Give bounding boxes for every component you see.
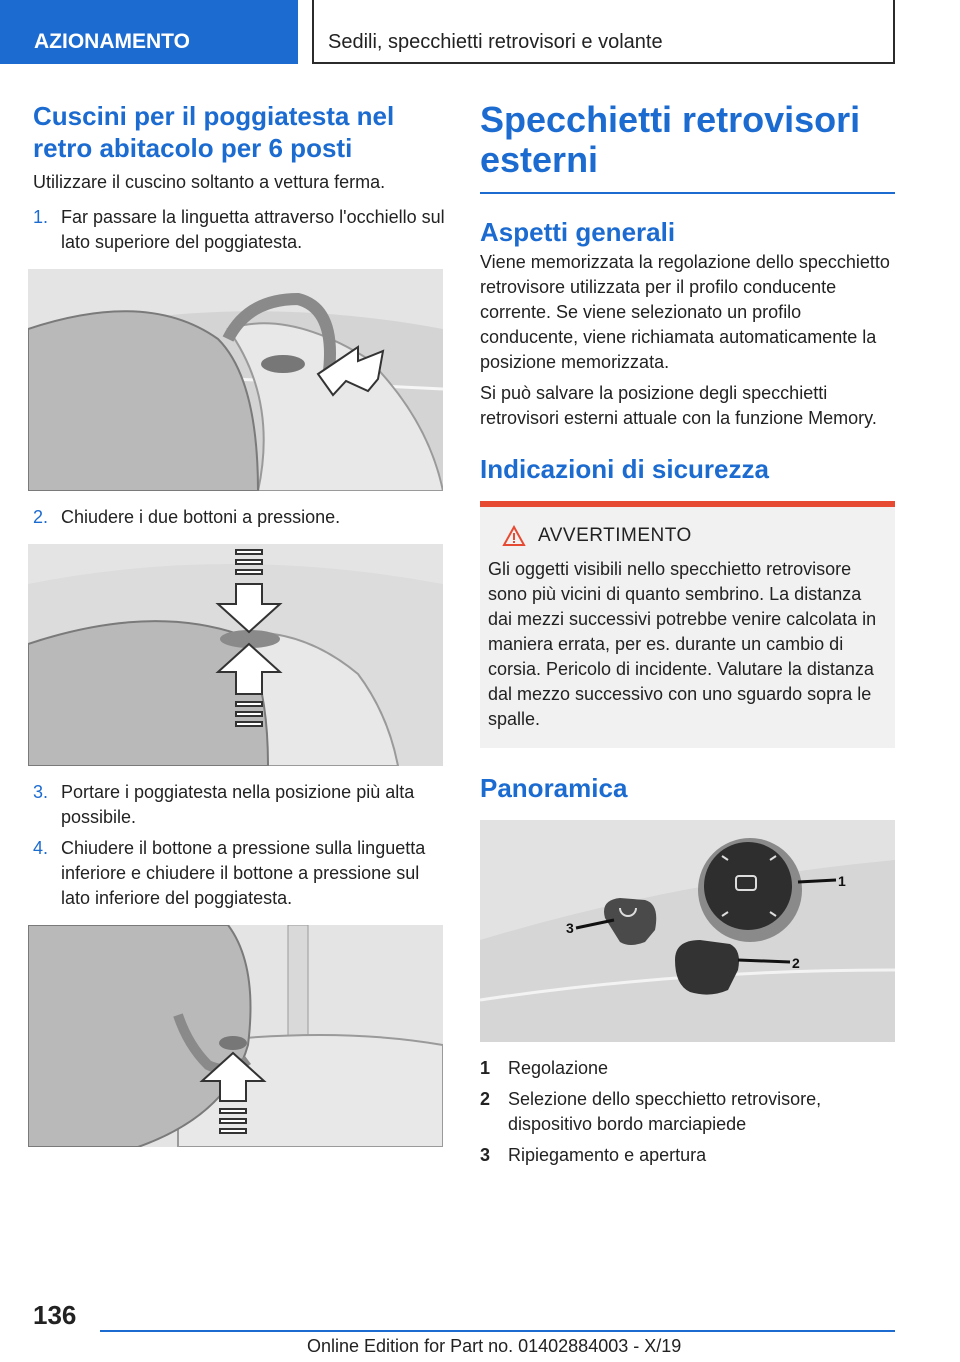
warning-label: AVVERTIMENTO bbox=[538, 525, 692, 546]
callout-2: 2 bbox=[792, 955, 800, 971]
edition-note: Online Edition for Part no. 01402884003 - X/19 bbox=[307, 1336, 682, 1356]
step-text: Far passare la linguetta attraverso l'occhiello sul lato superiore del poggiatesta. bbox=[61, 207, 445, 252]
footer-rule bbox=[100, 1330, 895, 1332]
heading-rule bbox=[480, 192, 895, 194]
warning-box bbox=[480, 501, 895, 748]
illustration-strap-loop bbox=[28, 269, 443, 491]
step-number: 4. bbox=[33, 838, 49, 858]
illustration-lower-button bbox=[28, 925, 443, 1147]
legend-text: Selezione dello specchietto retrovisore, dispositivo bordo marciapiede bbox=[508, 1089, 822, 1134]
chapter-title: Sedili, specchietti retrovisori e volante bbox=[312, 0, 895, 64]
legend-text: Regolazione bbox=[508, 1058, 609, 1078]
warning-header bbox=[488, 525, 889, 547]
general-paragraph-2: Si può salvare la posizione degli specchietti retrovisori esterni attuale con la funzione Memory. bbox=[480, 383, 877, 428]
headrest-cushion-heading: Cuscini per il poggiatesta nel retro abitacolo per 6 posti bbox=[33, 101, 395, 163]
page-number: 136 bbox=[33, 1300, 77, 1330]
legend-number: 3 bbox=[480, 1145, 491, 1165]
general-paragraph-1: Viene memorizzata la regolazione dello specchietto retrovisore utilizzata per il profilo conducente corrente. Se viene selezionato un profilo conducente, viene richiamata automaticamente la posizione memorizzata. bbox=[480, 252, 890, 372]
legend-item bbox=[480, 1143, 895, 1168]
step-4 bbox=[33, 836, 448, 911]
legend-number: 1 bbox=[480, 1058, 491, 1078]
section-tab: AZIONAMENTO bbox=[0, 0, 298, 64]
step-number: 1. bbox=[33, 207, 49, 227]
warning-triangle-icon bbox=[502, 525, 526, 547]
step-1 bbox=[33, 205, 448, 255]
legend-item bbox=[480, 1056, 895, 1081]
legend-text: Ripiegamento e apertura bbox=[508, 1145, 707, 1165]
intro-text: Utilizzare il cuscino soltanto a vettura ferma. bbox=[33, 172, 386, 192]
step-number: 2. bbox=[33, 507, 49, 527]
legend-number: 2 bbox=[480, 1089, 491, 1109]
step-text: Chiudere i due bottoni a pressione. bbox=[61, 507, 341, 527]
illustration-mirror-controls bbox=[480, 820, 895, 1042]
warning-text: Gli oggetti visibili nello specchietto retrovisore sono più vicini di quanto sembrino. La distanza dai mezzi successivi potrebbe venire calcolata in maniera errata, per es. durante un cambio di corsia. Pericolo di incidente. Valutare la distanza dal mezzo successivo con uno sguardo sopra le spalle. bbox=[488, 559, 877, 729]
step-3 bbox=[33, 780, 448, 830]
overview-heading: Panoramica bbox=[480, 773, 628, 803]
mirrors-heading: Specchietti retrovisori esterni bbox=[480, 99, 861, 180]
right-column bbox=[480, 100, 895, 1174]
left-column bbox=[33, 100, 448, 1147]
step-text: Portare i poggiatesta nella posizione più alta possibile. bbox=[61, 782, 415, 827]
legend-list bbox=[480, 1056, 895, 1168]
step-text: Chiudere il bottone a pressione sulla linguetta inferiore e chiudere il bottone a pressione sul lato inferiore del poggiatesta. bbox=[61, 838, 426, 908]
step-number: 3. bbox=[33, 782, 49, 802]
callout-3: 3 bbox=[566, 920, 574, 936]
legend-item bbox=[480, 1087, 895, 1137]
illustration-press-buttons bbox=[28, 544, 443, 766]
general-heading: Aspetti generali bbox=[480, 217, 676, 247]
step-2 bbox=[33, 505, 448, 530]
safety-heading: Indicazioni di sicurezza bbox=[480, 454, 769, 484]
callout-1: 1 bbox=[838, 873, 846, 889]
